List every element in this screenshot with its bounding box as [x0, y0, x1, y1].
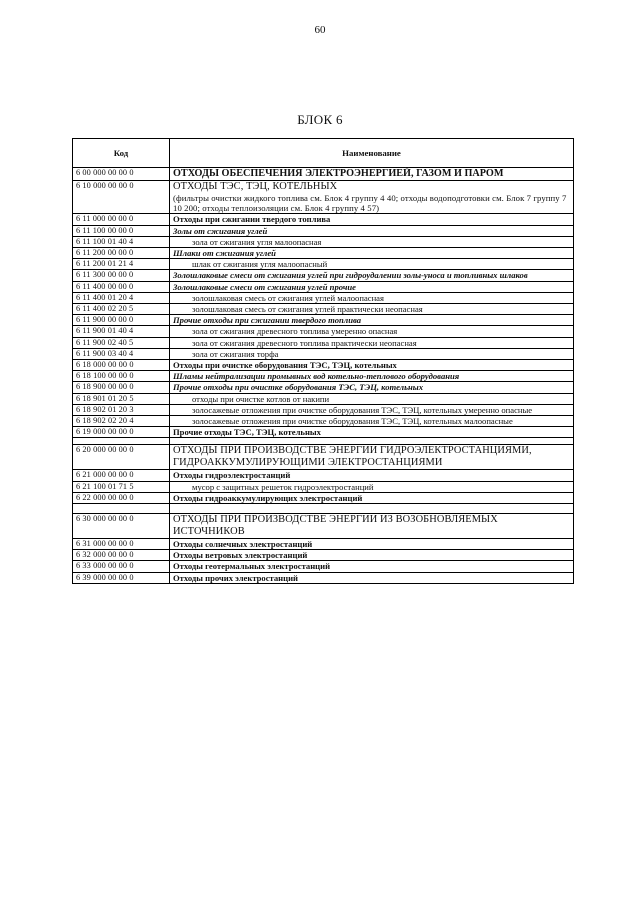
row-name: мусор с защитных решеток гидроэлектростанций	[192, 481, 374, 492]
row-name: отходы при очистке котлов от накипи	[192, 393, 330, 404]
row-name: ОТХОДЫ ТЭС, ТЭЦ, КОТЕЛЬНЫХ	[173, 181, 338, 192]
row-code: 6 11 100 00 00 0	[73, 225, 170, 236]
row-code: 6 18 902 02 20 4	[73, 416, 170, 427]
table-row	[73, 572, 574, 583]
row-name: золошлаковая смесь от сжигания углей малоопасная	[192, 292, 384, 303]
name-column-header: Наименование	[170, 139, 574, 168]
row-name-cell	[170, 225, 574, 236]
row-name-cell	[170, 236, 574, 247]
table-row	[73, 326, 574, 337]
row-name-cell	[170, 281, 574, 292]
table-row	[73, 514, 574, 539]
row-name-cell	[170, 445, 574, 470]
row-name-cell	[170, 427, 574, 438]
table-row	[73, 539, 574, 550]
row-name-cell	[170, 315, 574, 326]
row-code: 6 11 000 00 00 0	[73, 214, 170, 225]
table-row	[73, 360, 574, 371]
row-name-cell	[170, 561, 574, 572]
table-row	[73, 382, 574, 393]
row-code: 6 11 400 01 20 4	[73, 292, 170, 303]
table-row	[73, 181, 574, 214]
row-name-cell	[170, 259, 574, 270]
row-code: 6 21 100 01 71 5	[73, 481, 170, 492]
row-note: (фильтры очистки жидкого топлива см. Блок 4 группу 4 40; отходы водоподготовки см. Блок 7 группу 7 10 200; отходы теплоизоляции см. Блок 4 группу 4 57)	[173, 193, 567, 214]
row-name: Отходы прочих электростанций	[173, 572, 298, 583]
row-code: 6 10 000 00 00 0	[73, 181, 170, 214]
row-code: 6 32 000 00 00 0	[73, 550, 170, 561]
row-name-cell	[170, 371, 574, 382]
table-row	[73, 427, 574, 438]
row-code: 6 00 000 00 00 0	[73, 168, 170, 181]
row-name-cell	[170, 438, 574, 445]
row-code: 6 11 900 00 00 0	[73, 315, 170, 326]
code-column-header: Код	[73, 139, 170, 168]
row-code: 6 11 400 00 00 0	[73, 281, 170, 292]
row-name: Отходы геотермальных электростанций	[173, 561, 331, 572]
row-name: Отходы при очистке оборудования ТЭС, ТЭЦ, котельных	[173, 360, 397, 371]
row-name-cell	[170, 393, 574, 404]
waste-classifier-table	[72, 138, 574, 584]
row-name-cell	[170, 382, 574, 393]
row-name-cell	[170, 470, 574, 481]
table-row	[73, 481, 574, 492]
table-row	[73, 550, 574, 561]
table-row	[73, 393, 574, 404]
row-code: 6 20 000 00 00 0	[73, 445, 170, 470]
table-row	[73, 225, 574, 236]
row-code: 6 22 000 00 00 0	[73, 492, 170, 503]
row-name: Золошлаковые смеси от сжигания углей при гидроудалении золы-уноса и топливных шлаков	[173, 270, 528, 281]
table-row	[73, 371, 574, 382]
row-code: 6 19 000 00 00 0	[73, 427, 170, 438]
row-code: 6 11 900 03 40 4	[73, 348, 170, 359]
table-row	[73, 438, 574, 445]
row-name: Золы от сжигания углей	[173, 225, 268, 236]
row-name: ОТХОДЫ ПРИ ПРОИЗВОДСТВЕ ЭНЕРГИИ ИЗ ВОЗОБНОВЛЯЕМЫХ ИСТОЧНИКОВ	[173, 514, 498, 538]
table-row	[73, 259, 574, 270]
row-code: 6 31 000 00 00 0	[73, 539, 170, 550]
row-name: золошлаковая смесь от сжигания углей практически неопасная	[192, 304, 423, 315]
row-name-cell	[170, 337, 574, 348]
row-code: 6 18 900 00 00 0	[73, 382, 170, 393]
row-code	[73, 504, 170, 514]
row-name-cell	[170, 572, 574, 583]
row-name: Отходы гидроаккумулирующих электростанций	[173, 492, 363, 503]
row-name: Отходы гидроэлектростанций	[173, 470, 291, 481]
row-name-cell	[170, 248, 574, 259]
row-name: зола от сжигания древесного топлива умеренно опасная	[192, 326, 398, 337]
row-name-cell	[170, 514, 574, 539]
row-code: 6 21 000 00 00 0	[73, 470, 170, 481]
row-name-cell	[170, 214, 574, 225]
table-row	[73, 337, 574, 348]
row-name-cell	[170, 292, 574, 303]
row-code: 6 11 900 02 40 5	[73, 337, 170, 348]
row-code: 6 39 000 00 00 0	[73, 572, 170, 583]
row-code	[73, 438, 170, 445]
table-row	[73, 561, 574, 572]
row-code: 6 18 100 00 00 0	[73, 371, 170, 382]
table-row	[73, 492, 574, 503]
row-name: Прочие отходы при сжигании твердого топлива	[173, 315, 362, 326]
row-code: 6 33 000 00 00 0	[73, 561, 170, 572]
row-code: 6 11 200 01 21 4	[73, 259, 170, 270]
row-name: Отходы при сжигании твердого топлива	[173, 214, 331, 225]
row-name: ОТХОДЫ ПРИ ПРОИЗВОДСТВЕ ЭНЕРГИИ ГИДРОЭЛЕКТРОСТАНЦИЯМИ, ГИДРОАККУМУЛИРУЮЩИМИ ЭЛЕКТРОСТАНЦИЯМИ	[173, 445, 532, 469]
row-code: 6 11 100 01 40 4	[73, 236, 170, 247]
row-name: зола от сжигания древесного топлива практически неопасная	[192, 337, 417, 348]
row-name: Отходы солнечных электростанций	[173, 539, 313, 550]
block-title: БЛОК 6	[297, 112, 343, 127]
table-row	[73, 445, 574, 470]
table-row	[73, 416, 574, 427]
row-name: Шламы нейтрализации промывных вод котельно-теплового оборудования	[173, 371, 460, 382]
row-name: Прочие отходы ТЭС, ТЭЦ, котельных	[173, 427, 321, 438]
row-name-cell	[170, 504, 574, 514]
row-name-cell	[170, 168, 574, 181]
table-row	[73, 270, 574, 281]
row-name: золосажевые отложения при очистке оборудования ТЭС, ТЭЦ, котельных малоопасные	[192, 416, 513, 427]
row-name-cell	[170, 326, 574, 337]
row-name: зола от сжигания торфа	[192, 348, 279, 359]
row-name: шлак от сжигания угля малоопасный	[192, 259, 328, 270]
page-number: 60	[314, 24, 326, 36]
row-code: 6 11 200 00 00 0	[73, 248, 170, 259]
row-code: 6 11 400 02 20 5	[73, 304, 170, 315]
row-name: ОТХОДЫ ОБЕСПЕЧЕНИЯ ЭЛЕКТРОЭНЕРГИЕЙ, ГАЗОМ И ПАРОМ	[173, 168, 504, 179]
table-row	[73, 404, 574, 415]
row-name-cell	[170, 539, 574, 550]
table-row	[73, 168, 574, 181]
table-row	[73, 281, 574, 292]
table-header-row	[73, 139, 574, 168]
row-name: Отходы ветровых электростанций	[173, 550, 308, 561]
table-row	[73, 214, 574, 225]
row-code: 6 18 000 00 00 0	[73, 360, 170, 371]
row-name: золосажевые отложения при очистке оборудования ТЭС, ТЭЦ, котельных умеренно опасные	[192, 404, 533, 415]
row-code: 6 11 900 01 40 4	[73, 326, 170, 337]
row-name: Прочие отходы при очистке оборудования ТЭС, ТЭЦ, котельных	[173, 382, 424, 393]
table-row	[73, 315, 574, 326]
table-row	[73, 348, 574, 359]
table-row	[73, 470, 574, 481]
row-code: 6 18 901 01 20 5	[73, 393, 170, 404]
table-row	[73, 304, 574, 315]
row-name-cell	[170, 416, 574, 427]
row-code: 6 18 902 01 20 3	[73, 404, 170, 415]
row-name-cell	[170, 360, 574, 371]
row-name: зола от сжигания угля малоопасная	[192, 236, 322, 247]
row-code: 6 11 300 00 00 0	[73, 270, 170, 281]
row-name-cell	[170, 270, 574, 281]
table-row	[73, 504, 574, 514]
table-row	[73, 236, 574, 247]
table-body	[73, 168, 574, 584]
row-name: Золошлаковые смеси от сжигания углей прочие	[173, 281, 356, 292]
row-name-cell	[170, 550, 574, 561]
row-name-cell	[170, 492, 574, 503]
table-row	[73, 292, 574, 303]
row-name-cell	[170, 304, 574, 315]
row-name-cell	[170, 404, 574, 415]
row-name-cell	[170, 181, 574, 214]
row-name-cell	[170, 348, 574, 359]
table-row	[73, 248, 574, 259]
row-name: Шлаки от сжигания углей	[173, 248, 276, 259]
row-name-cell	[170, 481, 574, 492]
row-code: 6 30 000 00 00 0	[73, 514, 170, 539]
